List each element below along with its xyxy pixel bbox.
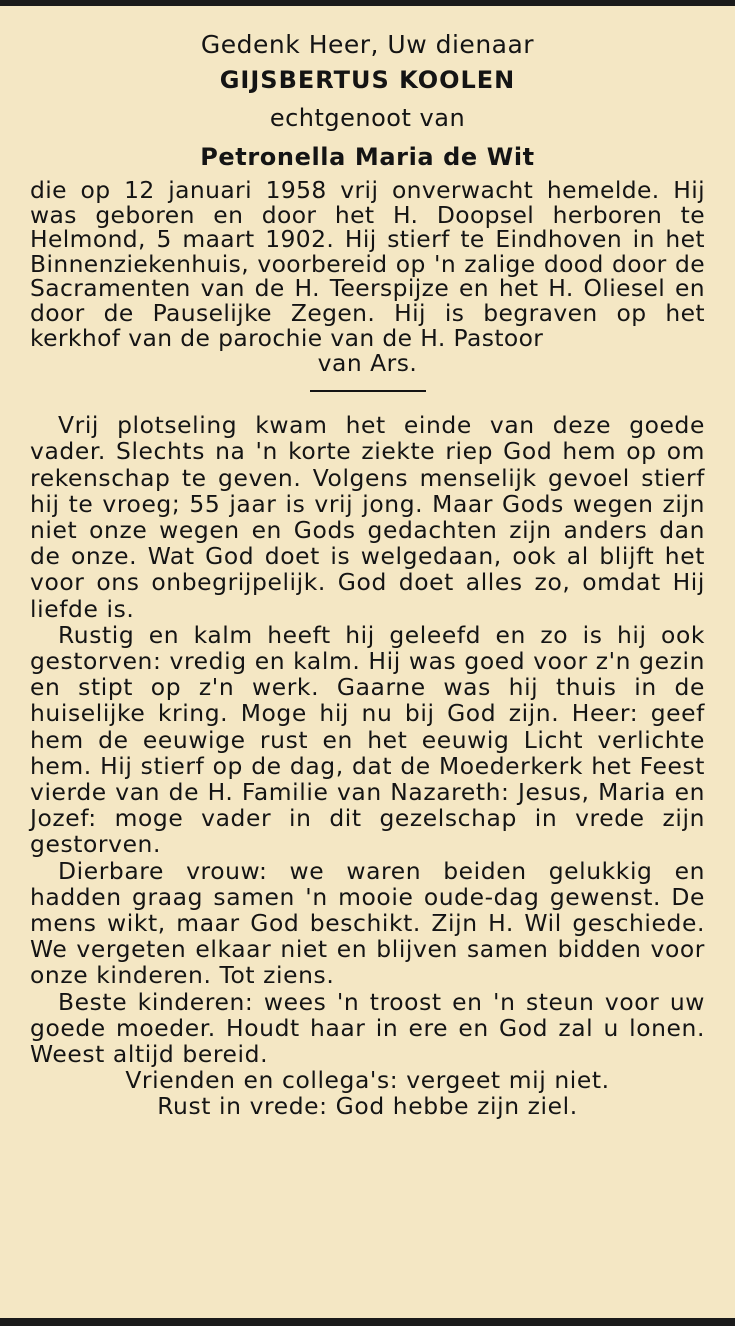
deceased-name: GIJSBERTUS KOOLEN [219, 66, 516, 94]
invocation-line: Gedenk Heer, Uw dienaar [200, 30, 535, 59]
paragraph-3: Dierbare vrouw: we waren beiden gelukkig en hadden graag samen 'n mooie oude-dag gewenst. De mens wikt, maar God beschikt. Zijn H. Wil geschiede. We vergeten elkaar niet en blijven samen bidden voor onze kinderen. Tot ziens. [30, 856, 705, 990]
reflection-text [30, 412, 705, 1119]
spouse-intro: echtgenoot van [269, 104, 466, 132]
biography-text: die op 12 januari 1958 vrij onverwacht hemelde. Hij was geboren en door het H. Doopsel herboren te Helmond, 5 maart 1902. Hij stierf te Eindhoven in het Binnenziekenhuis, voorbereid op 'n zalige dood door de Sacramenten van de H. Teerspijze en het H. Oliesel en door de Pauselijke Zegen. Hij is begraven op het kerkhof van de parochie van de H. Pastoor [30, 176, 705, 352]
spouse-name: Petronella Maria de Wit [200, 143, 535, 171]
closing-line-2: Rust in vrede: God hebbe zijn ziel. [157, 1092, 578, 1121]
paragraph-4: Beste kinderen: wees 'n troost en 'n steun voor uw goede moeder. Houdt haar in ere en God zal u lonen. Weest altijd bereid. [30, 987, 705, 1069]
paragraph-1: Vrij plotseling kwam het einde van deze goede vader. Slechts na 'n korte ziekte riep God hem op om rekenschap te geven. Volgens menselijk gevoel stierf hij te vroeg; 55 jaar is vrij jong. Maar Gods wegen zijn niet onze wegen en Gods gedachten zijn anders dan de onze. Wat God doet is welgedaan, ook al blijft het voor ons onbegrijpelijk. God doet alles zo, omdat Hij liefde is. [30, 411, 705, 623]
memorial-card [0, 6, 735, 1318]
closing-line-1: Vrienden en collega's: vergeet mij niet. [125, 1066, 610, 1095]
card-header [30, 28, 705, 176]
divider-rule [310, 390, 426, 392]
paragraph-2: Rustig en kalm heeft hij geleefd en zo is hij ook gestorven: vredig en kalm. Hij was goed voor z'n gezin en stipt op z'n werk. Gaarne was hij thuis in de huiselijke kring. Moge hij nu bij God zijn. Heer: geef hem de eeuwige rust en het eeuwig Licht verlichte hem. Hij stierf op de dag, dat de Moederkerk het Feest vierde van de H. Familie van Nazareth: Jesus, Maria en Jozef: moge vader in dit gezelschap in vrede zijn gestorven. [30, 620, 705, 859]
biography-last-line: van Ars. [317, 349, 418, 378]
